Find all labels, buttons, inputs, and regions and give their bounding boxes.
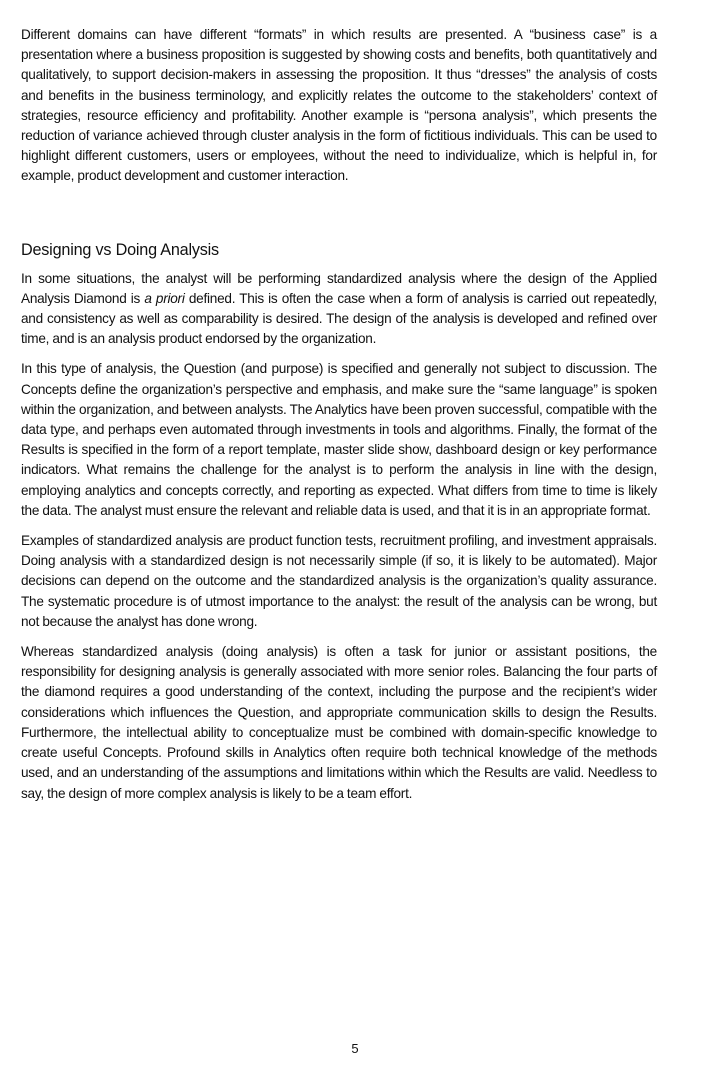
section-heading: Designing vs Doing Analysis [21, 240, 219, 259]
page-number: 5 [351, 1041, 359, 1056]
paragraph-2: In this type of analysis, the Question (and purpose) is specified and generally not subject to discussion. The Concepts define the organization’s perspective and emphasis, and make sure the “same language” is spoken within the organization, and between analysts. The Analytics have been proven successful, compatible with the data type, and perhaps even automated through investments in tools and algorithms. Finally, the format of the Results is specified in the form of a report template, master slide show, dashboard design or key performance indicators. What remains the challenge for the analyst is to perform the analysis in line with the design, employing analytics and concepts correctly, and reporting as expected. What differs from time to time is likely the data. The analyst must ensure the relevant and reliable data is used, and that it is in an appropriate format. [21, 361, 657, 518]
paragraph-1-before: In some situations, the analyst will be performing standardized analysis where the design of the Applied Analysis Diamond is [21, 270, 657, 306]
paragraph-3: Examples of standardized analysis are product function tests, recruitment profiling, and investment appraisals. Doing analysis with a standardized design is not necessarily simple (if so, it is likely to be automated). Major decisions can depend on the outcome and the standardized analysis is the organization’s quality assurance. The systematic procedure is of utmost importance to the analyst: the result of the analysis can be wrong, but not because the analyst has done wrong. [21, 533, 657, 629]
paragraph-1-emphasis: a priori [144, 290, 185, 306]
paragraph-intro: Different domains can have different “formats” in which results are presented. A “business case” is a presentation where a business proposition is suggested by showing costs and benefits, both quantitatively and qualitatively, to support decision-makers in assessing the proposition. It thus “dresses” the analysis of costs and benefits in the business terminology, and explicitly relates the outcome to the stakeholders’ context of strategies, resource efficiency and profitability. Another example is “persona analysis”, which presents the reduction of variance achieved through cluster analysis in the form of fictitious individuals. This can be used to highlight different customers, users or employees, without the need to individualize, which is helpful in, for example, product development and customer interaction. [21, 27, 657, 184]
page-body [21, 25, 657, 804]
paragraph-4: Whereas standardized analysis (doing analysis) is often a task for junior or assistant positions, the responsibility for designing analysis is generally associated with more senior roles. Balancing the four parts of the diamond requires a good understanding of the context, including the purpose and the recipient’s wider considerations which influences the Question, and appropriate communication skills to design the Results. Furthermore, the intellectual ability to conceptualize must be combined with domain-specific knowledge to create useful Concepts. Profound skills in Analytics often require both technical knowledge of the methods used, and an understanding of the assumptions and limitations within which the Results are valid. Needless to say, the design of more complex analysis is likely to be a team effort. [21, 644, 657, 801]
paragraph-1 [21, 269, 657, 350]
paragraph-1-after: defined. This is often the case when a form of analysis is carried out repeatedly, and consistency as well as comparability is desired. The design of the analysis is developed and refined over time, and is an analysis product endorsed by the organization. [21, 290, 657, 347]
